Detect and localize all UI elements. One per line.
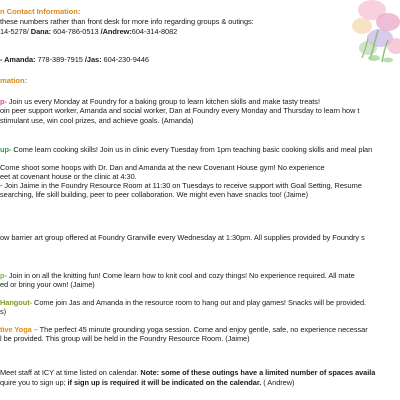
group-resource-line-2: searching, life skill building, peer to peer collaboration. We might even have snacks too! (Jaime) [0, 190, 308, 199]
jas-phone: 604-230-9446 [103, 55, 149, 64]
group-art-line-1: ow barrier art group offered at Foundry Granville every Wednesday at 1:30pm. All supplies provided by Foundry s [0, 233, 365, 242]
groups-heading: mation: [0, 76, 28, 85]
group-knitting-desc: Join in on all the knitting fun! Come learn how to knit cool and cozy things! No experience required. All mate [8, 271, 355, 280]
group-cooking-desc: Come learn cooking skills! Join us in clinic every Tuesday from 1pm teaching basic cooking skills and meal plan [13, 145, 373, 154]
group-baking-title: p- [0, 97, 7, 106]
group-knitting-line-1 [0, 271, 355, 280]
amanda-label: - Amanda: [0, 55, 36, 64]
outings-signup-note: if sign up is required it will be indicated on the calendar. [67, 378, 262, 387]
group-cooking-title: up- [0, 145, 12, 154]
andrew-label: /Andrew: [100, 27, 132, 36]
group-yoga-line-2: l be provided. This group will be held in the Foundry Resource Room. (Jaime) [0, 334, 250, 343]
outings-line-1 [0, 368, 375, 377]
dana-phone: 604-786-0513 [53, 27, 99, 36]
outings-meet-text: Meet staff at ICY at time listed on calendar. [0, 368, 139, 377]
group-knitting-line-2: ed or bring your own! (Jaime) [0, 280, 95, 289]
group-hoops-line-2: eet at covenant house or the clinic at 4:30. [0, 172, 137, 181]
outings-note: Note: some of these outings have a limited number of spaces availa [140, 368, 376, 377]
group-hangout-tail: s) [0, 307, 7, 316]
contact-numbers-2 [0, 55, 149, 64]
group-baking-line-1 [0, 97, 320, 106]
group-hangout-desc: Come join Jas and Amanda in the resource room to hang out and play games! Snacks will be provided. [34, 298, 367, 307]
group-baking-desc: Join us every Monday at Foundry for a baking group to learn kitchen skills and make tasty treats! [8, 97, 320, 106]
group-cooking-line-1 [0, 145, 372, 154]
flower-bouquet-icon [322, 0, 400, 70]
contact-numbers-1 [0, 27, 177, 36]
group-yoga-line-1 [0, 325, 368, 334]
outings-signup-text: quire you to sign up; [0, 378, 66, 387]
group-hoops-line-1: Come shoot some hoops with Dr. Dan and Amanda at the new Covenant House gym! No experience [0, 163, 325, 172]
amanda-phone: 778-389-7915 [37, 55, 83, 64]
group-hangout-line-1 [0, 298, 366, 307]
dana-label: Dana: [30, 27, 52, 36]
group-knitting-title: p- [0, 271, 7, 280]
group-baking-line-2: oin peer support worker, Amanda and social worker, Dan at Foundry every Monday and Thursday to learn how t [0, 106, 360, 115]
group-baking-line-3: stimulant use, win cool prizes, and achieve goals. (Amanda) [0, 116, 194, 125]
group-hangout-title: Hangout- [0, 298, 33, 307]
phone-partial: 14-5278/ [0, 27, 29, 36]
andrew-phone: 604-314-8082 [131, 27, 178, 36]
outings-line-2 [0, 378, 294, 387]
contact-intro: these numbers rather than front desk for more info regarding groups & outings: [0, 17, 254, 26]
contact-heading: n Contact Information: [0, 7, 81, 16]
group-resource-line-1: - Join Jaime in the Foundry Resource Room at 11:30 on Tuesdays to receive support with Goal Setting, Resume [0, 181, 362, 190]
outings-author: ( Andrew) [263, 378, 295, 387]
jas-label: /Jas: [84, 55, 102, 64]
group-yoga-title: tive Yoga – [0, 325, 38, 334]
group-yoga-desc: The perfect 45 minute grounding yoga session. Come and enjoy gentle, safe, no experience necessar [39, 325, 368, 334]
